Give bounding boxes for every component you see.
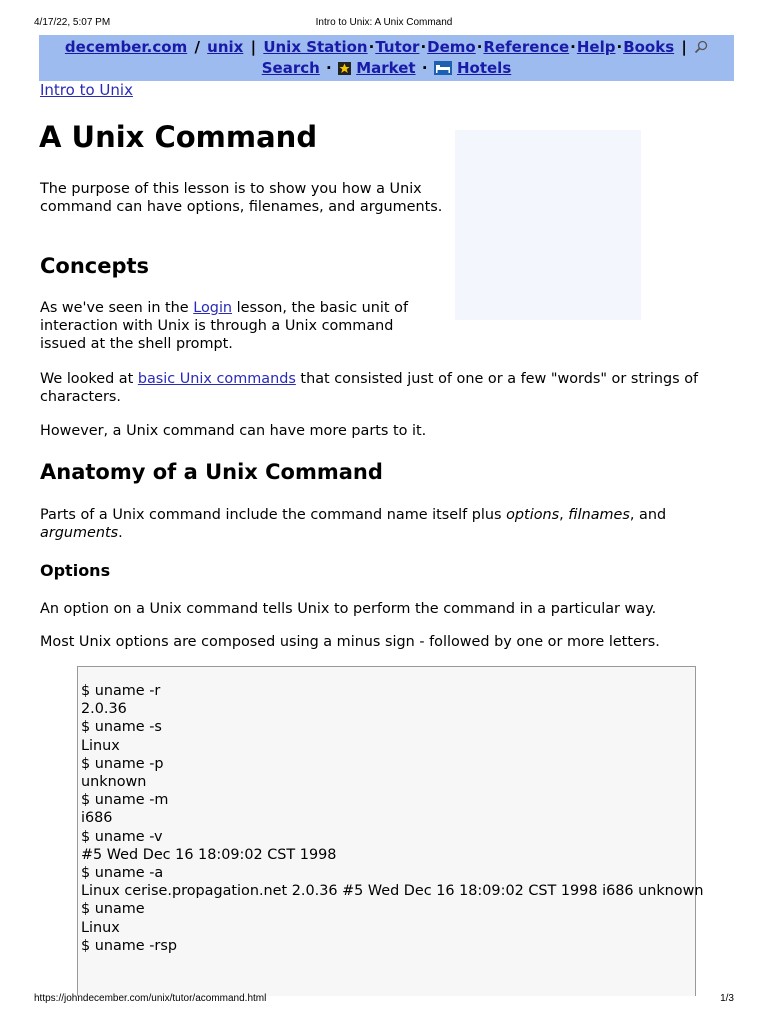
nav-dot: · <box>476 38 483 56</box>
concepts-paragraph-2 <box>40 370 735 406</box>
heading-anatomy: Anatomy of a Unix Command <box>40 460 383 484</box>
text: lesson, the basic unit of interaction with Unix is through a Unix command issued at the shell prompt. <box>40 300 409 352</box>
code-line: 2.0.36 <box>81 701 127 718</box>
code-line: $ uname -p <box>81 755 164 772</box>
link-login[interactable]: Login <box>193 300 233 316</box>
term-arguments: arguments <box>40 525 119 541</box>
term-options: options <box>506 507 560 523</box>
nav-link-unix[interactable]: unix <box>207 38 244 56</box>
code-line: Linux cerise.propagation.net 2.0.36 #5 Wed Dec 16 18:09:02 CST 1998 i686 unknown <box>81 883 704 900</box>
nav-link-reference[interactable]: Reference <box>483 38 570 56</box>
nav-dot: · <box>616 38 623 56</box>
nav-link-help[interactable]: Help <box>576 38 616 56</box>
code-line: i686 <box>81 810 113 827</box>
text: that consisted just of one or a few "words" or strings of characters. <box>40 371 699 405</box>
print-title: Intro to Unix: A Unix Command <box>315 17 453 28</box>
code-line: $ uname -a <box>81 865 164 882</box>
nav-link-search[interactable]: Search <box>261 59 320 77</box>
term-filenames: filnames <box>568 507 630 523</box>
print-page-number: 1/3 <box>720 993 734 1004</box>
print-footer <box>0 993 768 1007</box>
bed-icon <box>434 61 452 80</box>
intro-paragraph: The purpose of this lesson is to show you how a Unix command can have options, filenames, and arguments. <box>40 181 443 215</box>
link-basic-unix-commands[interactable]: basic Unix commands <box>137 371 296 387</box>
code-line: $ uname -r <box>81 683 161 699</box>
nav-dot: · <box>368 38 375 56</box>
code-block <box>81 682 704 955</box>
nav-link-unix-station[interactable]: Unix Station <box>263 38 368 56</box>
text: , and <box>629 507 667 523</box>
nav-link-demo[interactable]: Demo <box>427 38 476 56</box>
code-line: Linux <box>81 737 120 754</box>
print-header <box>0 17 768 31</box>
print-date: 4/17/22, 5:07 PM <box>34 17 111 28</box>
star-icon <box>338 61 351 80</box>
nav-dot: · <box>326 59 332 77</box>
ad-placeholder <box>455 130 641 320</box>
code-line: $ uname -m <box>81 792 169 809</box>
nav-link-hotels[interactable]: Hotels <box>456 59 512 77</box>
text: As we've seen in the <box>40 300 194 316</box>
text: We looked at <box>40 371 138 387</box>
code-example <box>77 666 704 996</box>
page-title: A Unix Command <box>39 120 318 154</box>
search-icon[interactable] <box>694 40 708 59</box>
breadcrumb-link-intro[interactable]: Intro to Unix <box>40 81 133 99</box>
nav-pipe-2: | <box>681 38 687 56</box>
heading-concepts: Concepts <box>40 254 150 278</box>
breadcrumb <box>40 81 133 99</box>
code-line: $ uname -s <box>81 719 162 736</box>
anatomy-paragraph <box>40 506 735 542</box>
options-paragraph-2: Most Unix options are composed using a minus sign - followed by one or more letters. <box>40 634 660 650</box>
options-paragraph-1: An option on a Unix command tells Unix to perform the command in a particular way. <box>40 601 657 617</box>
nav-slash: / <box>194 38 200 56</box>
nav-link-market[interactable]: Market <box>356 59 416 77</box>
nav-link-site[interactable]: december.com <box>64 38 188 56</box>
nav-dot: · <box>570 38 576 56</box>
text: . <box>118 525 123 541</box>
concepts-paragraph-3: However, a Unix command can have more parts to it. <box>40 423 427 439</box>
heading-options: Options <box>40 561 111 580</box>
nav-pipe: | <box>250 38 257 56</box>
code-line: $ uname -v <box>81 828 163 845</box>
site-navbar <box>39 35 734 81</box>
code-line: Linux <box>81 919 120 936</box>
concepts-paragraph-1 <box>40 299 435 353</box>
nav-link-books[interactable]: Books <box>623 38 675 56</box>
code-line: $ uname <box>81 901 145 918</box>
print-url: https://johndecember.com/unix/tutor/acommand.html <box>34 993 267 1004</box>
nav-dot: · <box>421 59 428 77</box>
text: Parts of a Unix command include the command name itself plus <box>40 507 507 523</box>
code-line: $ uname -rsp <box>81 937 177 954</box>
nav-link-tutor[interactable]: Tutor <box>375 38 420 56</box>
code-line: #5 Wed Dec 16 18:09:02 CST 1998 <box>81 846 337 863</box>
text: , <box>559 507 569 523</box>
code-line: unknown <box>81 774 147 791</box>
nav-dot: · <box>420 38 427 56</box>
